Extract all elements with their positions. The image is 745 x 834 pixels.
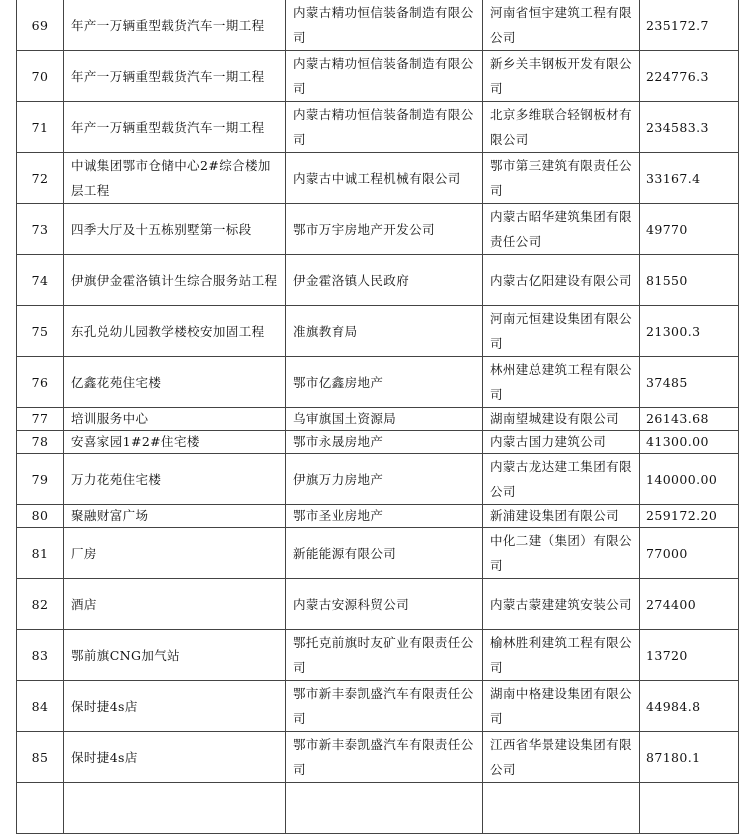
table-row	[17, 306, 739, 357]
contract-amount: 37485	[640, 357, 739, 408]
project-name: 保时捷4s店	[64, 732, 286, 783]
project-name: 聚融财富广场	[64, 505, 286, 528]
contractor-unit: 鄂市第三建筑有限责任公司	[483, 153, 640, 204]
contractor-unit: 中化二建（集团）有限公司	[483, 528, 640, 579]
table-row	[17, 357, 739, 408]
table-row	[17, 505, 739, 528]
row-number: 85	[17, 732, 64, 783]
project-name: 万力花苑住宅楼	[64, 454, 286, 505]
project-name: 酒店	[64, 579, 286, 630]
contractor-unit: 湖南望城建设有限公司	[483, 408, 640, 431]
contract-amount: 49770	[640, 204, 739, 255]
row-number: 76	[17, 357, 64, 408]
table-row	[17, 454, 739, 505]
owner-unit: 鄂市亿鑫房地产	[286, 357, 483, 408]
table-row	[17, 681, 739, 732]
row-number: 77	[17, 408, 64, 431]
owner-unit: 内蒙古中诚工程机械有限公司	[286, 153, 483, 204]
owner-unit: 鄂市圣业房地产	[286, 505, 483, 528]
project-name: 中诚集团鄂市仓储中心2#综合楼加层工程	[64, 153, 286, 204]
contract-amount	[640, 783, 739, 834]
contract-amount: 21300.3	[640, 306, 739, 357]
project-name: 伊旗伊金霍洛镇计生综合服务站工程	[64, 255, 286, 306]
project-name: 年产一万辆重型载货汽车一期工程	[64, 51, 286, 102]
table-row	[17, 0, 739, 51]
contract-amount: 81550	[640, 255, 739, 306]
contractor-unit: 内蒙古蒙建建筑安装公司	[483, 579, 640, 630]
contract-amount: 41300.00	[640, 431, 739, 454]
owner-unit	[286, 783, 483, 834]
project-name: 培训服务中心	[64, 408, 286, 431]
row-number: 73	[17, 204, 64, 255]
owner-unit: 鄂市新丰泰凯盛汽车有限责任公司	[286, 732, 483, 783]
contract-amount: 13720	[640, 630, 739, 681]
table-row	[17, 102, 739, 153]
project-name: 厂房	[64, 528, 286, 579]
table-row	[17, 630, 739, 681]
contractor-unit: 内蒙古龙达建工集团有限公司	[483, 454, 640, 505]
project-name: 四季大厅及十五栋别墅第一标段	[64, 204, 286, 255]
contract-amount: 274400	[640, 579, 739, 630]
row-number: 69	[17, 0, 64, 51]
contractor-unit: 河南元恒建设集团有限公司	[483, 306, 640, 357]
table-row	[17, 783, 739, 834]
table-row	[17, 51, 739, 102]
project-name: 东孔兑幼儿园教学楼校安加固工程	[64, 306, 286, 357]
owner-unit: 内蒙古精功恒信装备制造有限公司	[286, 0, 483, 51]
owner-unit: 内蒙古精功恒信装备制造有限公司	[286, 51, 483, 102]
table-row	[17, 153, 739, 204]
contractor-unit: 江西省华景建设集团有限公司	[483, 732, 640, 783]
contract-amount: 77000	[640, 528, 739, 579]
table-row	[17, 732, 739, 783]
owner-unit: 内蒙古安源科贸公司	[286, 579, 483, 630]
owner-unit: 准旗教育局	[286, 306, 483, 357]
table-row	[17, 204, 739, 255]
owner-unit: 鄂市永晟房地产	[286, 431, 483, 454]
table-row	[17, 431, 739, 454]
row-number: 70	[17, 51, 64, 102]
project-name: 安喜家园1#2#住宅楼	[64, 431, 286, 454]
table-row	[17, 255, 739, 306]
project-name: 年产一万辆重型载货汽车一期工程	[64, 102, 286, 153]
owner-unit: 乌审旗国土资源局	[286, 408, 483, 431]
projects-table-body	[17, 0, 739, 834]
row-number: 83	[17, 630, 64, 681]
owner-unit: 内蒙古精功恒信装备制造有限公司	[286, 102, 483, 153]
contractor-unit: 林州建总建筑工程有限公司	[483, 357, 640, 408]
project-name: 鄂前旗CNG加气站	[64, 630, 286, 681]
table-row	[17, 408, 739, 431]
row-number: 74	[17, 255, 64, 306]
row-number: 84	[17, 681, 64, 732]
projects-table	[16, 0, 739, 834]
contractor-unit: 北京多维联合轻钢板材有限公司	[483, 102, 640, 153]
row-number: 72	[17, 153, 64, 204]
table-row	[17, 579, 739, 630]
contractor-unit: 新乡关丰钢板开发有限公司	[483, 51, 640, 102]
contract-amount: 259172.20	[640, 505, 739, 528]
contract-amount: 26143.68	[640, 408, 739, 431]
row-number: 81	[17, 528, 64, 579]
contractor-unit: 湖南中格建设集团有限公司	[483, 681, 640, 732]
row-number: 80	[17, 505, 64, 528]
contractor-unit: 新浦建设集团有限公司	[483, 505, 640, 528]
owner-unit: 伊旗万力房地产	[286, 454, 483, 505]
row-number: 71	[17, 102, 64, 153]
owner-unit: 新能能源有限公司	[286, 528, 483, 579]
contract-amount: 224776.3	[640, 51, 739, 102]
contract-amount: 44984.8	[640, 681, 739, 732]
contractor-unit: 内蒙古亿阳建设有限公司	[483, 255, 640, 306]
contractor-unit: 河南省恒宇建筑工程有限公司	[483, 0, 640, 51]
project-name: 亿鑫花苑住宅楼	[64, 357, 286, 408]
project-name: 年产一万辆重型载货汽车一期工程	[64, 0, 286, 51]
owner-unit: 鄂市新丰泰凯盛汽车有限责任公司	[286, 681, 483, 732]
project-name	[64, 783, 286, 834]
row-number: 75	[17, 306, 64, 357]
owner-unit: 伊金霍洛镇人民政府	[286, 255, 483, 306]
contractor-unit: 内蒙古国力建筑公司	[483, 431, 640, 454]
contract-amount: 234583.3	[640, 102, 739, 153]
owner-unit: 鄂托克前旗时友矿业有限责任公司	[286, 630, 483, 681]
row-number: 82	[17, 579, 64, 630]
contractor-unit: 内蒙古昭华建筑集团有限责任公司	[483, 204, 640, 255]
contract-amount: 140000.00	[640, 454, 739, 505]
contractor-unit	[483, 783, 640, 834]
row-number: 79	[17, 454, 64, 505]
project-name: 保时捷4s店	[64, 681, 286, 732]
contract-amount: 235172.7	[640, 0, 739, 51]
contract-amount: 33167.4	[640, 153, 739, 204]
contractor-unit: 榆林胜利建筑工程有限公司	[483, 630, 640, 681]
owner-unit: 鄂市万宇房地产开发公司	[286, 204, 483, 255]
row-number	[17, 783, 64, 834]
table-row	[17, 528, 739, 579]
row-number: 78	[17, 431, 64, 454]
contract-amount: 87180.1	[640, 732, 739, 783]
